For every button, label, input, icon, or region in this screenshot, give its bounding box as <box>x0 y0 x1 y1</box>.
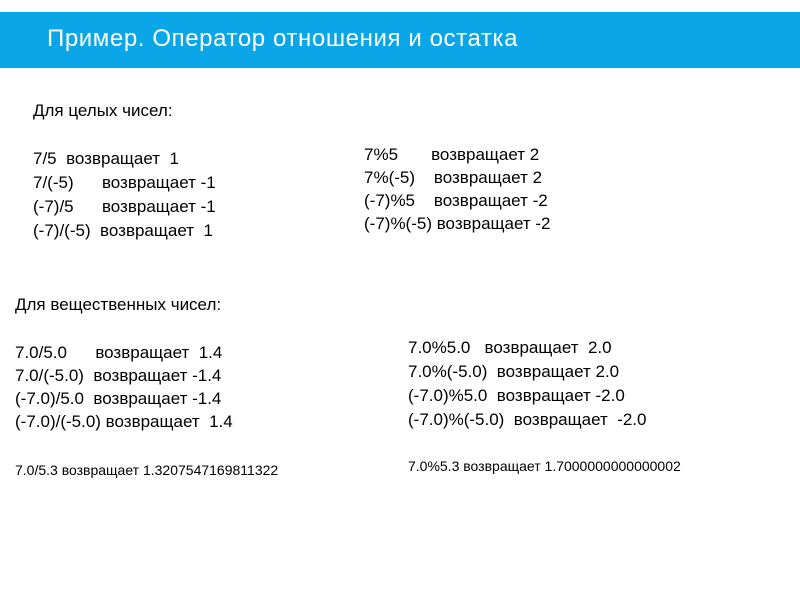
real-remainder-line: 7.0%5.0 возвращает 2.0 <box>408 338 612 357</box>
integer-remainder-line: (-7)%(-5) возвращает -2 <box>364 214 551 233</box>
real-remainder-list <box>408 338 768 438</box>
real-division-line: 7.0/5.0 возвращает 1.4 <box>15 343 223 362</box>
integer-division-list <box>33 149 353 249</box>
real-remainder-example: 7.0%5.3 возвращает 1.7000000000000002 <box>408 458 681 474</box>
integer-division-line: 7/5 возвращает 1 <box>33 149 179 168</box>
integer-remainder-line: (-7)%5 возвращает -2 <box>364 191 548 210</box>
integer-division-line: 7/(-5) возвращает -1 <box>33 173 216 192</box>
real-division-list <box>15 343 375 443</box>
real-remainder-line: (-7.0)%(-5.0) возвращает -2.0 <box>408 410 647 429</box>
title-bar <box>0 12 800 68</box>
real-remainder-line: (-7.0)%5.0 возвращает -2.0 <box>408 386 625 405</box>
real-division-example: 7.0/5.3 возвращает 1.3207547169811322 <box>15 462 279 478</box>
real-remainder-line: 7.0%(-5.0) возвращает 2.0 <box>408 362 620 381</box>
real-division-line: (-7.0)/(-5.0) возвращает 1.4 <box>15 412 233 431</box>
integer-remainder-line: 7%5 возвращает 2 <box>364 145 540 164</box>
integer-division-line: (-7)/(-5) возвращает 1 <box>33 221 213 240</box>
real-division-line: 7.0/(-5.0) возвращает -1.4 <box>15 366 222 385</box>
integers-heading: Для целых чисел: <box>33 101 173 120</box>
integer-division-line: (-7)/5 возвращает -1 <box>33 197 216 216</box>
slide-title: Пример. Оператор отношения и остатка <box>47 25 519 52</box>
integer-remainder-list <box>364 145 684 245</box>
reals-heading: Для вещественных чисел: <box>15 295 222 314</box>
real-division-line: (-7.0)/5.0 возвращает -1.4 <box>15 389 222 408</box>
integer-remainder-line: 7%(-5) возвращает 2 <box>364 168 543 187</box>
